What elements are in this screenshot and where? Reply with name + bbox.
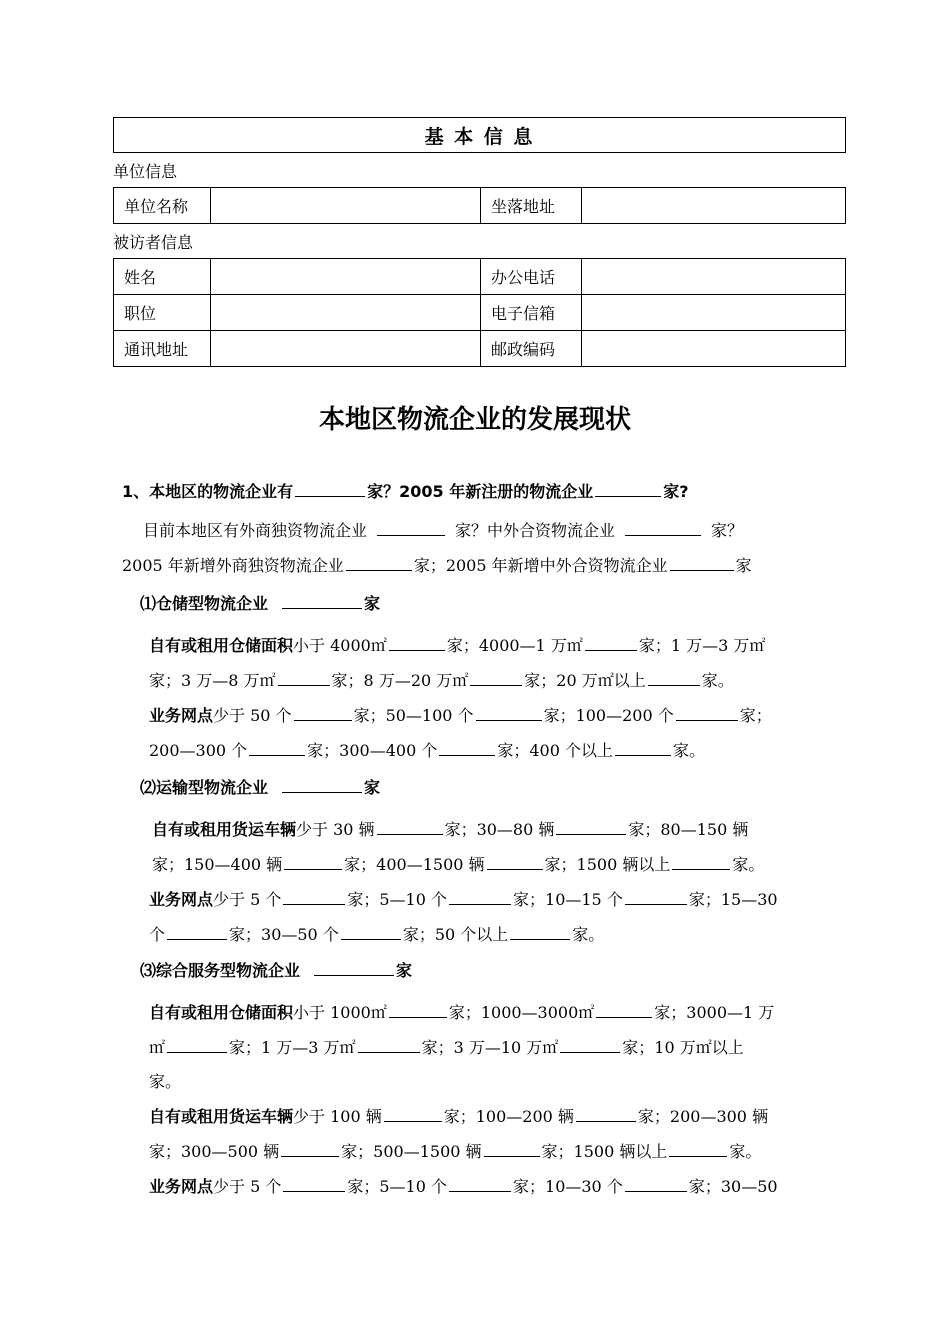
cat2-truck-line-2 (152, 854, 764, 875)
unit-name-label: 单位名称 (114, 188, 211, 223)
cat1-network-3: 家；100—200 个 (543, 706, 674, 725)
cat3-storage-1: 小于 1000㎡ (293, 1003, 387, 1022)
cat2-truck-blank-2[interactable] (556, 819, 626, 835)
cat1-storage-blank-3[interactable] (278, 670, 330, 686)
foreign-text-d: 2005 年新增外商独资物流企业 (122, 556, 344, 575)
cat3-truck-1: 少于 100 辆 (293, 1107, 382, 1126)
foreign-blank-1[interactable] (377, 520, 445, 536)
cat3-network-1: 少于 5 个 (213, 1177, 282, 1196)
cat3-storage-blank-2[interactable] (596, 1002, 652, 1018)
cat2-truck-blank-4[interactable] (487, 854, 543, 870)
interviewee-section-label: 被访者信息 (113, 233, 194, 252)
q1-text-a: 1、本地区的物流企业有 (122, 482, 294, 501)
foreign-text-a: 目前本地区有外商独资物流企业 (143, 521, 368, 540)
cat2-title (140, 775, 380, 798)
cat3-network-blank-2[interactable] (449, 1176, 511, 1192)
table-row (114, 188, 845, 223)
cat1-storage-5: 家；8 万—20 万㎡ (331, 671, 469, 690)
foreign-blank-4[interactable] (670, 555, 734, 571)
cat2-network-5: 个 (149, 925, 166, 944)
cat2-truck-label: 自有或租用货运车辆 (152, 820, 297, 839)
cat2-network-label: 业务网点 (149, 890, 214, 909)
cat1-storage-1: 小于 4000㎡ (293, 636, 387, 655)
cat1-storage-blank-1[interactable] (389, 635, 445, 651)
postcode-field[interactable] (582, 331, 845, 366)
cat2-blank[interactable] (282, 777, 362, 793)
email-label: 电子信箱 (481, 295, 582, 330)
cat3-truck-blank-3[interactable] (281, 1141, 339, 1157)
cat1-storage-label: 自有或租用仓储面积 (149, 636, 294, 655)
cat1-storage-2: 家；4000—1 万㎡ (446, 636, 583, 655)
cat1-network-4: 家； (739, 706, 772, 725)
cat1-network-5: 200—300 个 (149, 741, 248, 760)
cat3-truck-2: 家；100—200 辆 (443, 1107, 574, 1126)
cat3-network-label: 业务网点 (149, 1177, 214, 1196)
foreign-line-2 (122, 555, 752, 576)
cat3-truck-label: 自有或租用货运车辆 (149, 1107, 294, 1126)
mail-address-field[interactable] (211, 331, 481, 366)
q1-blank-new[interactable] (595, 481, 661, 497)
office-phone-label: 办公电话 (481, 259, 582, 294)
cat2-truck-3: 家；80—150 辆 (628, 820, 749, 839)
table-row (114, 330, 845, 366)
cat2-truck-line-1 (152, 819, 748, 840)
cat2-network-blank-3[interactable] (625, 889, 687, 905)
cat3-truck-4: 家；300—500 辆 (149, 1142, 280, 1161)
cat3-storage-4: ㎡ (149, 1038, 166, 1057)
name-label: 姓名 (114, 259, 211, 294)
cat1-storage-blank-2[interactable] (585, 635, 637, 651)
cat3-title-text: ⑶综合服务型物流企业 (140, 961, 301, 980)
cat2-network-1: 少于 5 个 (213, 890, 282, 909)
foreign-line-1 (143, 520, 743, 541)
cat3-storage-blank-3[interactable] (167, 1037, 227, 1053)
cat1-network-blank-3[interactable] (676, 705, 738, 721)
cat1-network-line-1 (149, 705, 772, 726)
basic-info-title-box (113, 117, 846, 153)
cat1-storage-4: 家；3 万—8 万㎡ (149, 671, 276, 690)
cat2-truck-6: 家；1500 辆以上 (544, 855, 671, 874)
cat1-network-8: 家。 (672, 741, 705, 760)
cat2-network-2: 家；5—10 个 (347, 890, 448, 909)
cat3-truck-5: 家；500—1500 辆 (341, 1142, 482, 1161)
cat2-truck-blank-3[interactable] (284, 854, 342, 870)
cat3-truck-6: 家；1500 辆以上 (541, 1142, 668, 1161)
cat1-network-blank-6[interactable] (615, 740, 671, 756)
cat2-network-7: 家；50 个以上 (402, 925, 509, 944)
foreign-text-b: 家？中外合资物流企业 (455, 521, 616, 540)
cat3-unit: 家 (396, 961, 413, 980)
unit-address-field[interactable] (582, 188, 845, 223)
position-label: 职位 (114, 295, 211, 330)
cat1-storage-6: 家；20 万㎡以上 (524, 671, 646, 690)
question-1 (122, 479, 689, 502)
cat2-title-text: ⑵运输型物流企业 (140, 778, 269, 797)
cat3-storage-line-2 (149, 1037, 744, 1058)
cat1-storage-line-2 (149, 670, 734, 691)
email-field[interactable] (582, 295, 845, 330)
foreign-text-f: 家 (735, 556, 752, 575)
cat2-network-3: 家；10—15 个 (513, 890, 623, 909)
page-title: 本地区物流企业的发展现状 (318, 405, 631, 435)
cat3-network-3: 家；10—30 个 (513, 1177, 623, 1196)
cat2-truck-2: 家；30—80 辆 (444, 820, 555, 839)
cat2-unit: 家 (364, 778, 381, 797)
table-row (114, 294, 845, 330)
cat2-truck-7: 家。 (732, 855, 765, 874)
cat3-storage-6: 家；3 万—10 万㎡ (421, 1038, 559, 1057)
cat2-truck-blank-5[interactable] (672, 854, 730, 870)
unit-address-label: 坐落地址 (481, 188, 582, 223)
cat3-storage-blank-5[interactable] (560, 1037, 620, 1053)
cat3-storage-blank-4[interactable] (358, 1037, 420, 1053)
cat2-network-4: 家；15—30 (688, 890, 778, 909)
cat1-title-text: ⑴仓储型物流企业 (140, 594, 269, 613)
cat2-network-line-1 (149, 889, 778, 910)
mail-address-label: 通讯地址 (114, 331, 211, 366)
cat3-storage-8: 家。 (149, 1072, 182, 1091)
unit-info-table (113, 187, 846, 224)
q1-blank-total[interactable] (295, 481, 365, 497)
cat1-storage-line-1 (149, 635, 765, 656)
cat3-storage-5: 家；1 万—3 万㎡ (229, 1038, 356, 1057)
foreign-text-c: 家？ (711, 521, 744, 540)
cat3-network-blank-1[interactable] (283, 1176, 345, 1192)
cat2-network-blank-6[interactable] (510, 924, 570, 940)
q1-text-b: 家？2005 年新注册的物流企业 (367, 482, 594, 501)
cat3-network-line-1 (149, 1176, 778, 1197)
cat1-network-blank-4[interactable] (249, 740, 305, 756)
cat3-blank[interactable] (314, 960, 394, 976)
cat1-network-line-2 (149, 740, 705, 761)
unit-name-field[interactable] (211, 188, 481, 223)
basic-info-title: 基 本 信 息 (424, 125, 535, 148)
cat2-network-blank-4[interactable] (167, 924, 227, 940)
cat1-network-blank-2[interactable] (476, 705, 542, 721)
foreign-text-e: 家；2005 年新增中外合资物流企业 (413, 556, 668, 575)
cat2-truck-4: 家；150—400 辆 (152, 855, 283, 874)
cat1-network-2: 家；50—100 个 (353, 706, 474, 725)
office-phone-field[interactable] (582, 259, 845, 294)
cat3-truck-blank-5[interactable] (669, 1141, 727, 1157)
cat1-storage-blank-5[interactable] (648, 670, 700, 686)
cat2-network-blank-1[interactable] (283, 889, 345, 905)
cat1-storage-7: 家。 (701, 671, 734, 690)
cat2-network-blank-5[interactable] (341, 924, 401, 940)
cat3-storage-line-3 (149, 1072, 181, 1092)
cat3-network-4: 家；30—50 (688, 1177, 778, 1196)
unit-section-label: 单位信息 (113, 162, 178, 181)
cat3-title (140, 958, 412, 981)
position-field[interactable] (211, 295, 481, 330)
cat2-network-blank-2[interactable] (449, 889, 511, 905)
cat3-storage-blank-1[interactable] (389, 1002, 447, 1018)
cat3-network-blank-3[interactable] (625, 1176, 687, 1192)
cat2-truck-5: 家；400—1500 辆 (344, 855, 485, 874)
cat2-truck-blank-1[interactable] (377, 819, 443, 835)
cat1-network-6: 家；300—400 个 (307, 741, 438, 760)
cat3-truck-line-1 (149, 1106, 768, 1127)
cat1-network-label: 业务网点 (149, 706, 214, 725)
cat2-truck-1: 少于 30 辆 (296, 820, 375, 839)
cat3-storage-line-1 (149, 1002, 774, 1023)
interviewee-table (113, 258, 846, 367)
cat3-truck-line-2 (149, 1141, 761, 1162)
postcode-label: 邮政编码 (481, 331, 582, 366)
cat3-storage-7: 家；10 万㎡以上 (622, 1038, 744, 1057)
cat3-truck-blank-1[interactable] (384, 1106, 442, 1122)
cat1-network-blank-1[interactable] (294, 705, 352, 721)
foreign-blank-2[interactable] (625, 520, 701, 536)
cat3-truck-blank-2[interactable] (576, 1106, 636, 1122)
cat3-truck-7: 家。 (729, 1142, 762, 1161)
cat1-title (140, 591, 380, 614)
cat3-storage-3: 家；3000—1 万 (654, 1003, 775, 1022)
cat3-storage-2: 家；1000—3000㎡ (448, 1003, 595, 1022)
cat1-blank[interactable] (282, 593, 362, 609)
cat3-storage-label: 自有或租用仓储面积 (149, 1003, 294, 1022)
cat3-network-2: 家；5—10 个 (347, 1177, 448, 1196)
name-field[interactable] (211, 259, 481, 294)
cat1-storage-blank-4[interactable] (470, 670, 522, 686)
cat1-network-blank-5[interactable] (439, 740, 495, 756)
table-row (114, 259, 845, 294)
cat3-truck-blank-4[interactable] (484, 1141, 540, 1157)
cat2-network-6: 家；30—50 个 (229, 925, 339, 944)
cat1-network-7: 家；400 个以上 (497, 741, 613, 760)
cat2-network-8: 家。 (572, 925, 605, 944)
cat2-network-line-2 (149, 924, 604, 945)
cat1-unit: 家 (364, 594, 381, 613)
cat1-storage-3: 家；1 万—3 万㎡ (638, 636, 766, 655)
cat1-network-1: 少于 50 个 (213, 706, 292, 725)
cat3-truck-3: 家；200—300 辆 (637, 1107, 769, 1126)
q1-text-c: 家? (663, 482, 689, 501)
foreign-blank-3[interactable] (346, 555, 412, 571)
